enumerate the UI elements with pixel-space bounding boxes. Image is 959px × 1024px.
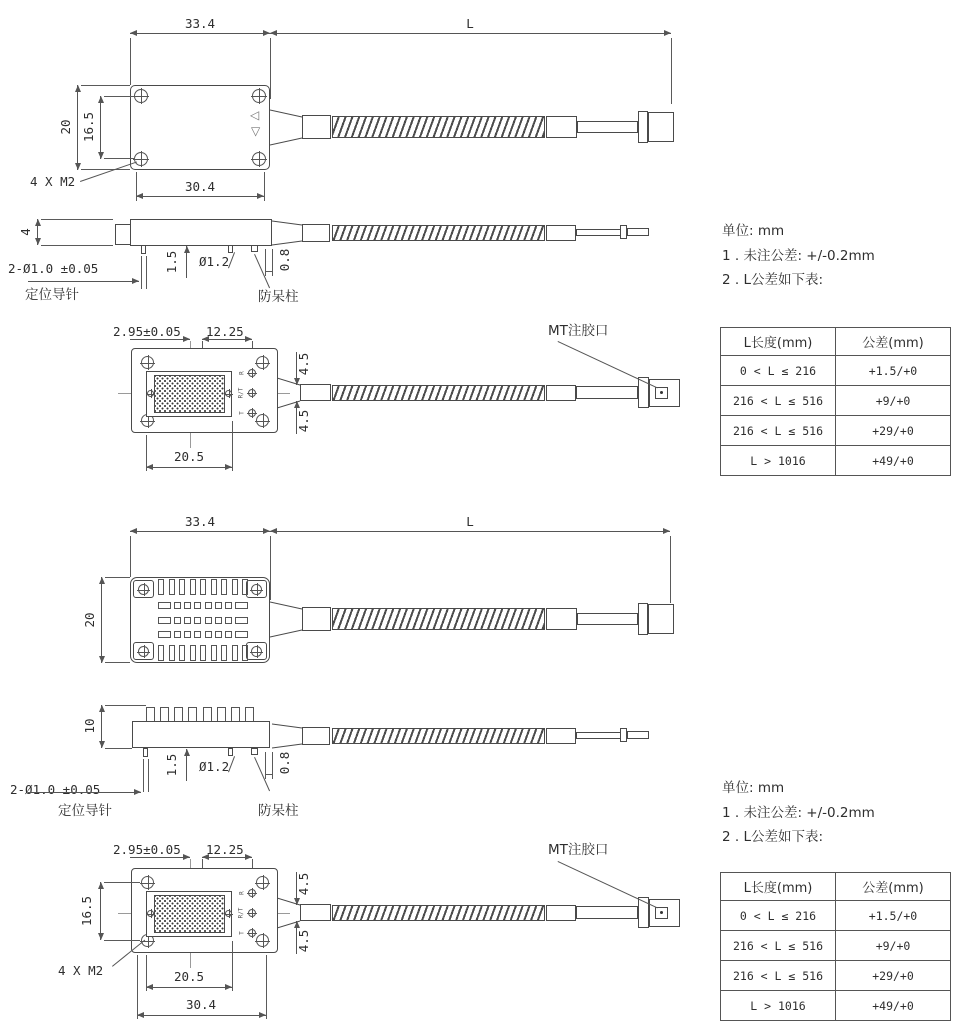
dim-label-30-4: 30.4 xyxy=(184,179,216,194)
dim-line-20-5 xyxy=(146,987,232,988)
ext-line xyxy=(105,662,130,663)
table-row: 216 < L ≤ 516 +29/+0 xyxy=(721,416,951,446)
heatsink-fin-pattern xyxy=(158,579,248,661)
col-header-tolerance: 公差(mm) xyxy=(836,328,951,356)
screw-icon xyxy=(138,584,149,595)
ext-line xyxy=(81,169,130,170)
note-1: 1 . 未注公差: +/-0.2mm xyxy=(722,248,875,264)
ext-line xyxy=(130,38,131,85)
note-2: 2 . L公差如下表: xyxy=(722,829,824,845)
ext-line xyxy=(137,955,138,1019)
cable-boot-taper xyxy=(270,601,303,638)
mt-port-label: MT注胶口 xyxy=(548,842,609,858)
dim-line-10 xyxy=(101,705,102,748)
ext-line xyxy=(270,536,271,600)
connector-body xyxy=(648,112,674,142)
screw-icon xyxy=(256,414,269,427)
port-hole-icon xyxy=(248,889,256,897)
guide-pin-label: 定位导针 xyxy=(58,803,112,819)
port-label-rt: R/T xyxy=(237,387,245,399)
guide-pin xyxy=(141,245,146,254)
dim-line-30-4 xyxy=(137,1015,266,1016)
port-label-t: T xyxy=(238,931,246,935)
guide-hole-icon xyxy=(147,910,154,917)
center-pin xyxy=(228,245,233,253)
ext-line xyxy=(141,256,142,289)
dim-line-33-4 xyxy=(130,531,270,532)
cable-sleeve xyxy=(546,116,577,138)
cable-sleeve xyxy=(546,905,576,921)
cable-sleeve xyxy=(546,608,577,630)
guide-pin xyxy=(143,748,148,757)
port-label-t: T xyxy=(238,411,246,415)
cable-tube xyxy=(577,121,638,133)
table-row: 216 < L ≤ 516 +9/+0 xyxy=(721,931,951,961)
ext-line xyxy=(264,172,265,201)
table-row: 216 < L ≤ 516 +29/+0 xyxy=(721,961,951,991)
table-row: 0 < L ≤ 216 +1.5/+0 xyxy=(721,901,951,931)
note-unit: 单位: mm xyxy=(722,223,785,239)
screw-icon xyxy=(252,89,266,103)
plug-flange xyxy=(620,225,627,239)
dim-label-4-5: 4.5 xyxy=(296,929,312,953)
cable-boot xyxy=(302,607,331,631)
port-hole-icon xyxy=(248,409,256,417)
ext-line xyxy=(670,536,671,603)
dim-label-4: 4 xyxy=(18,228,34,236)
leader-line xyxy=(558,341,658,388)
guide-hole-icon xyxy=(225,390,232,397)
ext-line xyxy=(104,882,140,883)
cable-wire xyxy=(576,229,621,236)
dim-line-30-4 xyxy=(136,196,264,197)
dim-label-12-25: 12.25 xyxy=(206,842,244,857)
dim-label-L: L xyxy=(466,514,474,529)
ext-line xyxy=(143,759,144,792)
port-label-r: R xyxy=(238,371,246,375)
corrugated-tube xyxy=(332,608,545,630)
screw-icon xyxy=(256,876,269,889)
ext-line xyxy=(105,577,130,578)
corrugated-tube xyxy=(332,728,545,744)
tolerance-table xyxy=(720,872,951,1021)
screw-icon xyxy=(141,876,154,889)
ext-line xyxy=(105,748,132,749)
dim-label-4-5: 4.5 xyxy=(296,409,312,433)
corrugated-tube xyxy=(332,116,545,138)
ext-line xyxy=(232,421,233,471)
dim-line-20 xyxy=(101,577,102,663)
module-top-view-outline xyxy=(130,85,270,170)
dim-label-2-95: 2.95±0.05 xyxy=(113,842,181,857)
connector-body xyxy=(648,604,674,634)
leader-line xyxy=(112,940,145,967)
guide-hole-icon xyxy=(225,910,232,917)
ext-line xyxy=(266,955,267,1019)
ext-line xyxy=(130,536,131,577)
table-row: L > 1016 +49/+0 xyxy=(721,446,951,476)
leader-line xyxy=(80,161,137,181)
plug-flange xyxy=(620,728,627,742)
cable-boot-taper xyxy=(272,220,303,246)
fin-row xyxy=(158,617,248,624)
dim-line-4 xyxy=(37,219,38,245)
ext-line xyxy=(81,85,130,86)
corrugated-tube xyxy=(332,905,545,921)
glue-dot xyxy=(660,911,663,914)
orientation-triangle-icon: ◁ xyxy=(250,108,260,122)
dim-line-1-5 xyxy=(186,749,187,781)
ext-line xyxy=(146,435,147,471)
table-header-row xyxy=(721,328,951,356)
note-2: 2 . L公差如下表: xyxy=(722,272,824,288)
cable-boot xyxy=(300,904,331,921)
connector-flange xyxy=(638,111,648,143)
dim-label-0-8: 0.8 xyxy=(277,751,293,775)
dim-label-12-25: 12.25 xyxy=(206,324,244,339)
dim-line-guide-pin xyxy=(28,281,139,282)
fool-proof-post xyxy=(251,245,258,252)
col-header-length: L长度(mm) xyxy=(721,328,836,356)
screw-icon xyxy=(134,89,148,103)
dim-line-L xyxy=(270,531,670,532)
dim-label-dia-1-2: Ø1.2 xyxy=(199,254,230,269)
ext-line xyxy=(270,38,271,99)
dim-label-dia-1-2: Ø1.2 xyxy=(199,759,230,774)
cable-boot xyxy=(302,727,330,745)
dim-label-20: 20 xyxy=(58,119,74,135)
cable-tube xyxy=(576,386,638,399)
heatsink-side-view-outline xyxy=(132,721,270,748)
dim-line-guide-pin xyxy=(28,792,141,793)
mt-ferrule-pad xyxy=(154,895,225,933)
center-pin xyxy=(228,748,233,756)
ext-line xyxy=(136,172,137,201)
corrugated-tube xyxy=(332,385,545,401)
cable-sleeve xyxy=(546,728,576,744)
fin-row xyxy=(158,602,248,609)
ext-line xyxy=(148,759,149,792)
dim-label-20-5: 20.5 xyxy=(173,969,205,984)
plug-body xyxy=(627,731,649,739)
fool-proof-post xyxy=(251,748,258,755)
dim-label-4-5: 4.5 xyxy=(296,872,312,896)
dim-label-20: 20 xyxy=(82,612,98,628)
dim-label-2-95: 2.95±0.05 xyxy=(113,324,181,339)
corrugated-tube xyxy=(332,225,545,241)
dim-line-2-95 xyxy=(130,339,190,340)
dim-line-16-5 xyxy=(100,882,101,940)
note-unit: 单位: mm xyxy=(722,780,785,796)
ext-line xyxy=(146,256,147,289)
table-row: 216 < L ≤ 516 +9/+0 xyxy=(721,386,951,416)
table-header-row xyxy=(721,873,951,901)
col-header-tolerance: 公差(mm) xyxy=(836,873,951,901)
screw-spec-label: 4 X M2 xyxy=(58,963,104,978)
screw-icon xyxy=(256,934,269,947)
cable-sleeve xyxy=(546,385,576,401)
dim-label-10: 10 xyxy=(82,718,98,734)
dim-label-L: L xyxy=(466,16,474,31)
screw-icon xyxy=(256,356,269,369)
dim-line-12-25 xyxy=(202,857,252,858)
dim-label-33-4: 33.4 xyxy=(184,514,216,529)
leader-line xyxy=(558,861,658,908)
tolerance-table xyxy=(720,327,951,476)
dim-label-20-5: 20.5 xyxy=(173,449,205,464)
dim-label-4-5: 4.5 xyxy=(296,352,312,376)
mt-port-label: MT注胶口 xyxy=(548,323,609,339)
dim-label-1-5: 1.5 xyxy=(164,250,180,274)
screw-icon xyxy=(138,646,149,657)
screw-icon xyxy=(251,584,262,595)
port-hole-icon xyxy=(248,929,256,937)
cable-tube xyxy=(577,613,638,625)
dim-line-16-5 xyxy=(100,96,101,159)
screw-icon xyxy=(251,646,262,657)
guide-pin-label: 定位导针 xyxy=(25,287,79,303)
heatsink-fins-side xyxy=(146,707,254,722)
dim-line-20-5 xyxy=(146,467,232,468)
dim-line-20 xyxy=(77,85,78,170)
ext-line xyxy=(104,940,140,941)
ext-line xyxy=(146,955,147,991)
dim-label-0-8: 0.8 xyxy=(277,248,293,272)
screw-icon xyxy=(252,152,266,166)
note-1: 1 . 未注公差: +/-0.2mm xyxy=(722,805,875,821)
table-row: 0 < L ≤ 216 +1.5/+0 xyxy=(721,356,951,386)
cable-boot-taper xyxy=(277,897,301,929)
ext-line xyxy=(232,941,233,991)
cable-tube xyxy=(576,906,638,919)
guide-hole-icon xyxy=(147,390,154,397)
cable-boot-taper xyxy=(277,377,301,409)
dim-line-1-5 xyxy=(186,246,187,278)
ext-line xyxy=(671,38,672,104)
fool-post-label: 防呆柱 xyxy=(258,289,299,305)
col-header-length: L长度(mm) xyxy=(721,873,836,901)
fool-post-label: 防呆柱 xyxy=(258,803,299,819)
cable-wire xyxy=(576,732,621,739)
glue-dot xyxy=(660,391,663,394)
cable-boot xyxy=(300,384,331,401)
dim-label-16-5: 16.5 xyxy=(81,111,97,143)
cable-boot-taper xyxy=(270,109,303,146)
guide-pin-dim-label: 2-Ø1.0 ±0.05 xyxy=(8,261,99,276)
cable-sleeve xyxy=(546,225,576,241)
table-row: L > 1016 +49/+0 xyxy=(721,991,951,1021)
dim-line-0-8 xyxy=(265,774,273,775)
dim-line-0-8 xyxy=(265,271,273,272)
ext-line xyxy=(41,219,113,220)
dim-label-30-4: 30.4 xyxy=(185,997,217,1012)
plug-body xyxy=(627,228,649,236)
dim-line-L xyxy=(270,33,671,34)
cable-boot xyxy=(302,224,330,242)
fin-row xyxy=(158,631,248,638)
dim-line-12-25 xyxy=(202,339,252,340)
guide-pin-dim-label: 2-Ø1.0 ±0.05 xyxy=(10,782,101,797)
mt-ferrule-pad xyxy=(154,375,225,413)
screw-spec-label: 4 X M2 xyxy=(30,174,76,189)
cable-boot-taper xyxy=(272,723,303,749)
ext-line xyxy=(104,96,134,97)
fin-row xyxy=(158,579,248,595)
port-hole-icon xyxy=(248,369,256,377)
port-label-rt: R/T xyxy=(237,907,245,919)
dim-line-2-95 xyxy=(130,857,190,858)
dim-label-16-5: 16.5 xyxy=(79,895,95,927)
screw-icon xyxy=(141,356,154,369)
dim-line-33-4 xyxy=(130,33,270,34)
ext-line xyxy=(41,245,113,246)
module-side-view-outline xyxy=(130,219,272,246)
ext-line xyxy=(104,158,134,159)
connector-flange xyxy=(638,603,648,635)
fin-row xyxy=(158,645,248,661)
orientation-triangle-icon: ▽ xyxy=(251,124,261,138)
port-hole-icon xyxy=(248,909,256,917)
screw-icon xyxy=(134,152,148,166)
port-hole-icon xyxy=(248,389,256,397)
ext-line xyxy=(105,705,146,706)
cable-boot xyxy=(302,115,331,139)
dim-label-33-4: 33.4 xyxy=(184,16,216,31)
port-label-r: R xyxy=(238,891,246,895)
dim-label-1-5: 1.5 xyxy=(164,753,180,777)
